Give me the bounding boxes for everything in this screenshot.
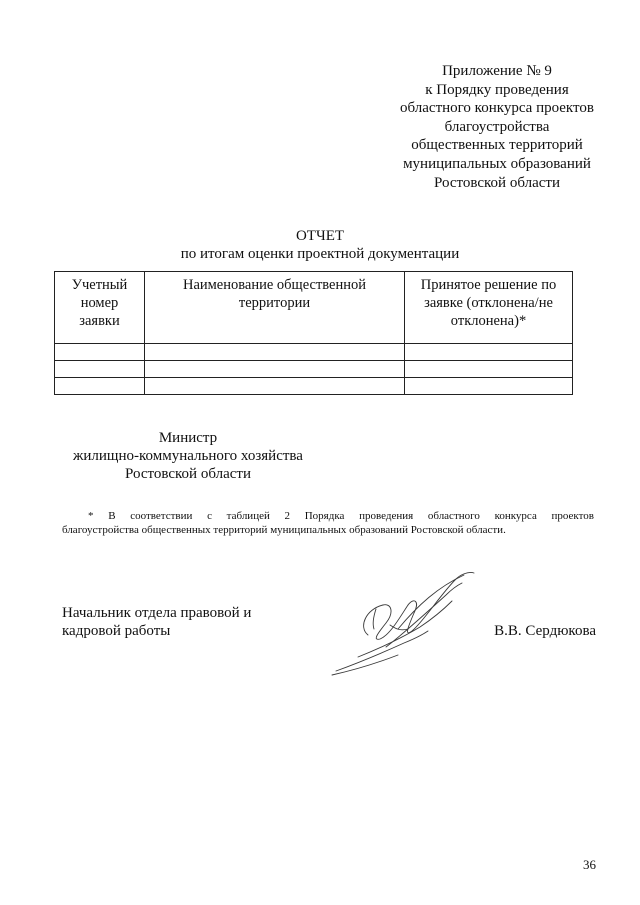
handwritten-signature — [328, 565, 488, 680]
table-cell — [55, 361, 145, 378]
table-header-row — [55, 272, 573, 344]
appendix-line: общественных территорий — [411, 137, 583, 154]
appendix-line: муниципальных образований — [403, 155, 591, 172]
footnote — [62, 509, 594, 537]
table-cell — [55, 378, 145, 395]
signer-position-line: Начальник отдела правовой и — [62, 605, 252, 621]
signer-position-line: кадровой работы — [62, 623, 171, 639]
footnote-line: * В соответствии с таблицей 2 Порядка проведения областного конкурса проектов — [88, 510, 594, 522]
appendix-line: к Порядку проведения — [425, 81, 569, 98]
appendix-line: благоустройства — [444, 118, 550, 135]
header-application-number: Учетный номер заявки — [55, 272, 145, 344]
minister-line: Министр — [158, 430, 218, 446]
page-number: 36 — [583, 857, 596, 872]
header-decision: Принятое решение по заявке (отклонена/не отклонена)* — [405, 272, 573, 344]
table-cell — [145, 361, 405, 378]
minister-line: жилищно-коммунального хозяйства — [73, 448, 303, 464]
header-territory-name: Наименование общественной территории — [145, 272, 405, 344]
table-cell — [145, 344, 405, 361]
appendix-line: Приложение № 9 — [442, 63, 552, 79]
footnote-line: благоустройства общественных территорий муниципальных образований Ростовской области. — [62, 524, 506, 536]
table-row — [55, 378, 573, 395]
table-cell — [405, 361, 573, 378]
appendix-line: Ростовской области — [434, 174, 560, 191]
table-cell — [405, 378, 573, 395]
minister-block — [54, 429, 322, 483]
report-title: ОТЧЕТ — [295, 228, 345, 244]
signer-position — [62, 604, 251, 640]
minister-line: Ростовской области — [125, 466, 251, 482]
signer-name: В.В. Сердюкова — [494, 623, 596, 639]
table-cell — [405, 344, 573, 361]
table-cell — [145, 378, 405, 395]
report-subtitle: по итогам оценки проектной документации — [180, 246, 460, 262]
report-heading — [0, 227, 640, 263]
table-row — [55, 361, 573, 378]
appendix-block — [388, 62, 606, 192]
evaluation-table — [54, 271, 573, 395]
table-cell — [55, 344, 145, 361]
table-row — [55, 344, 573, 361]
appendix-line: областного конкурса проектов — [400, 100, 594, 117]
